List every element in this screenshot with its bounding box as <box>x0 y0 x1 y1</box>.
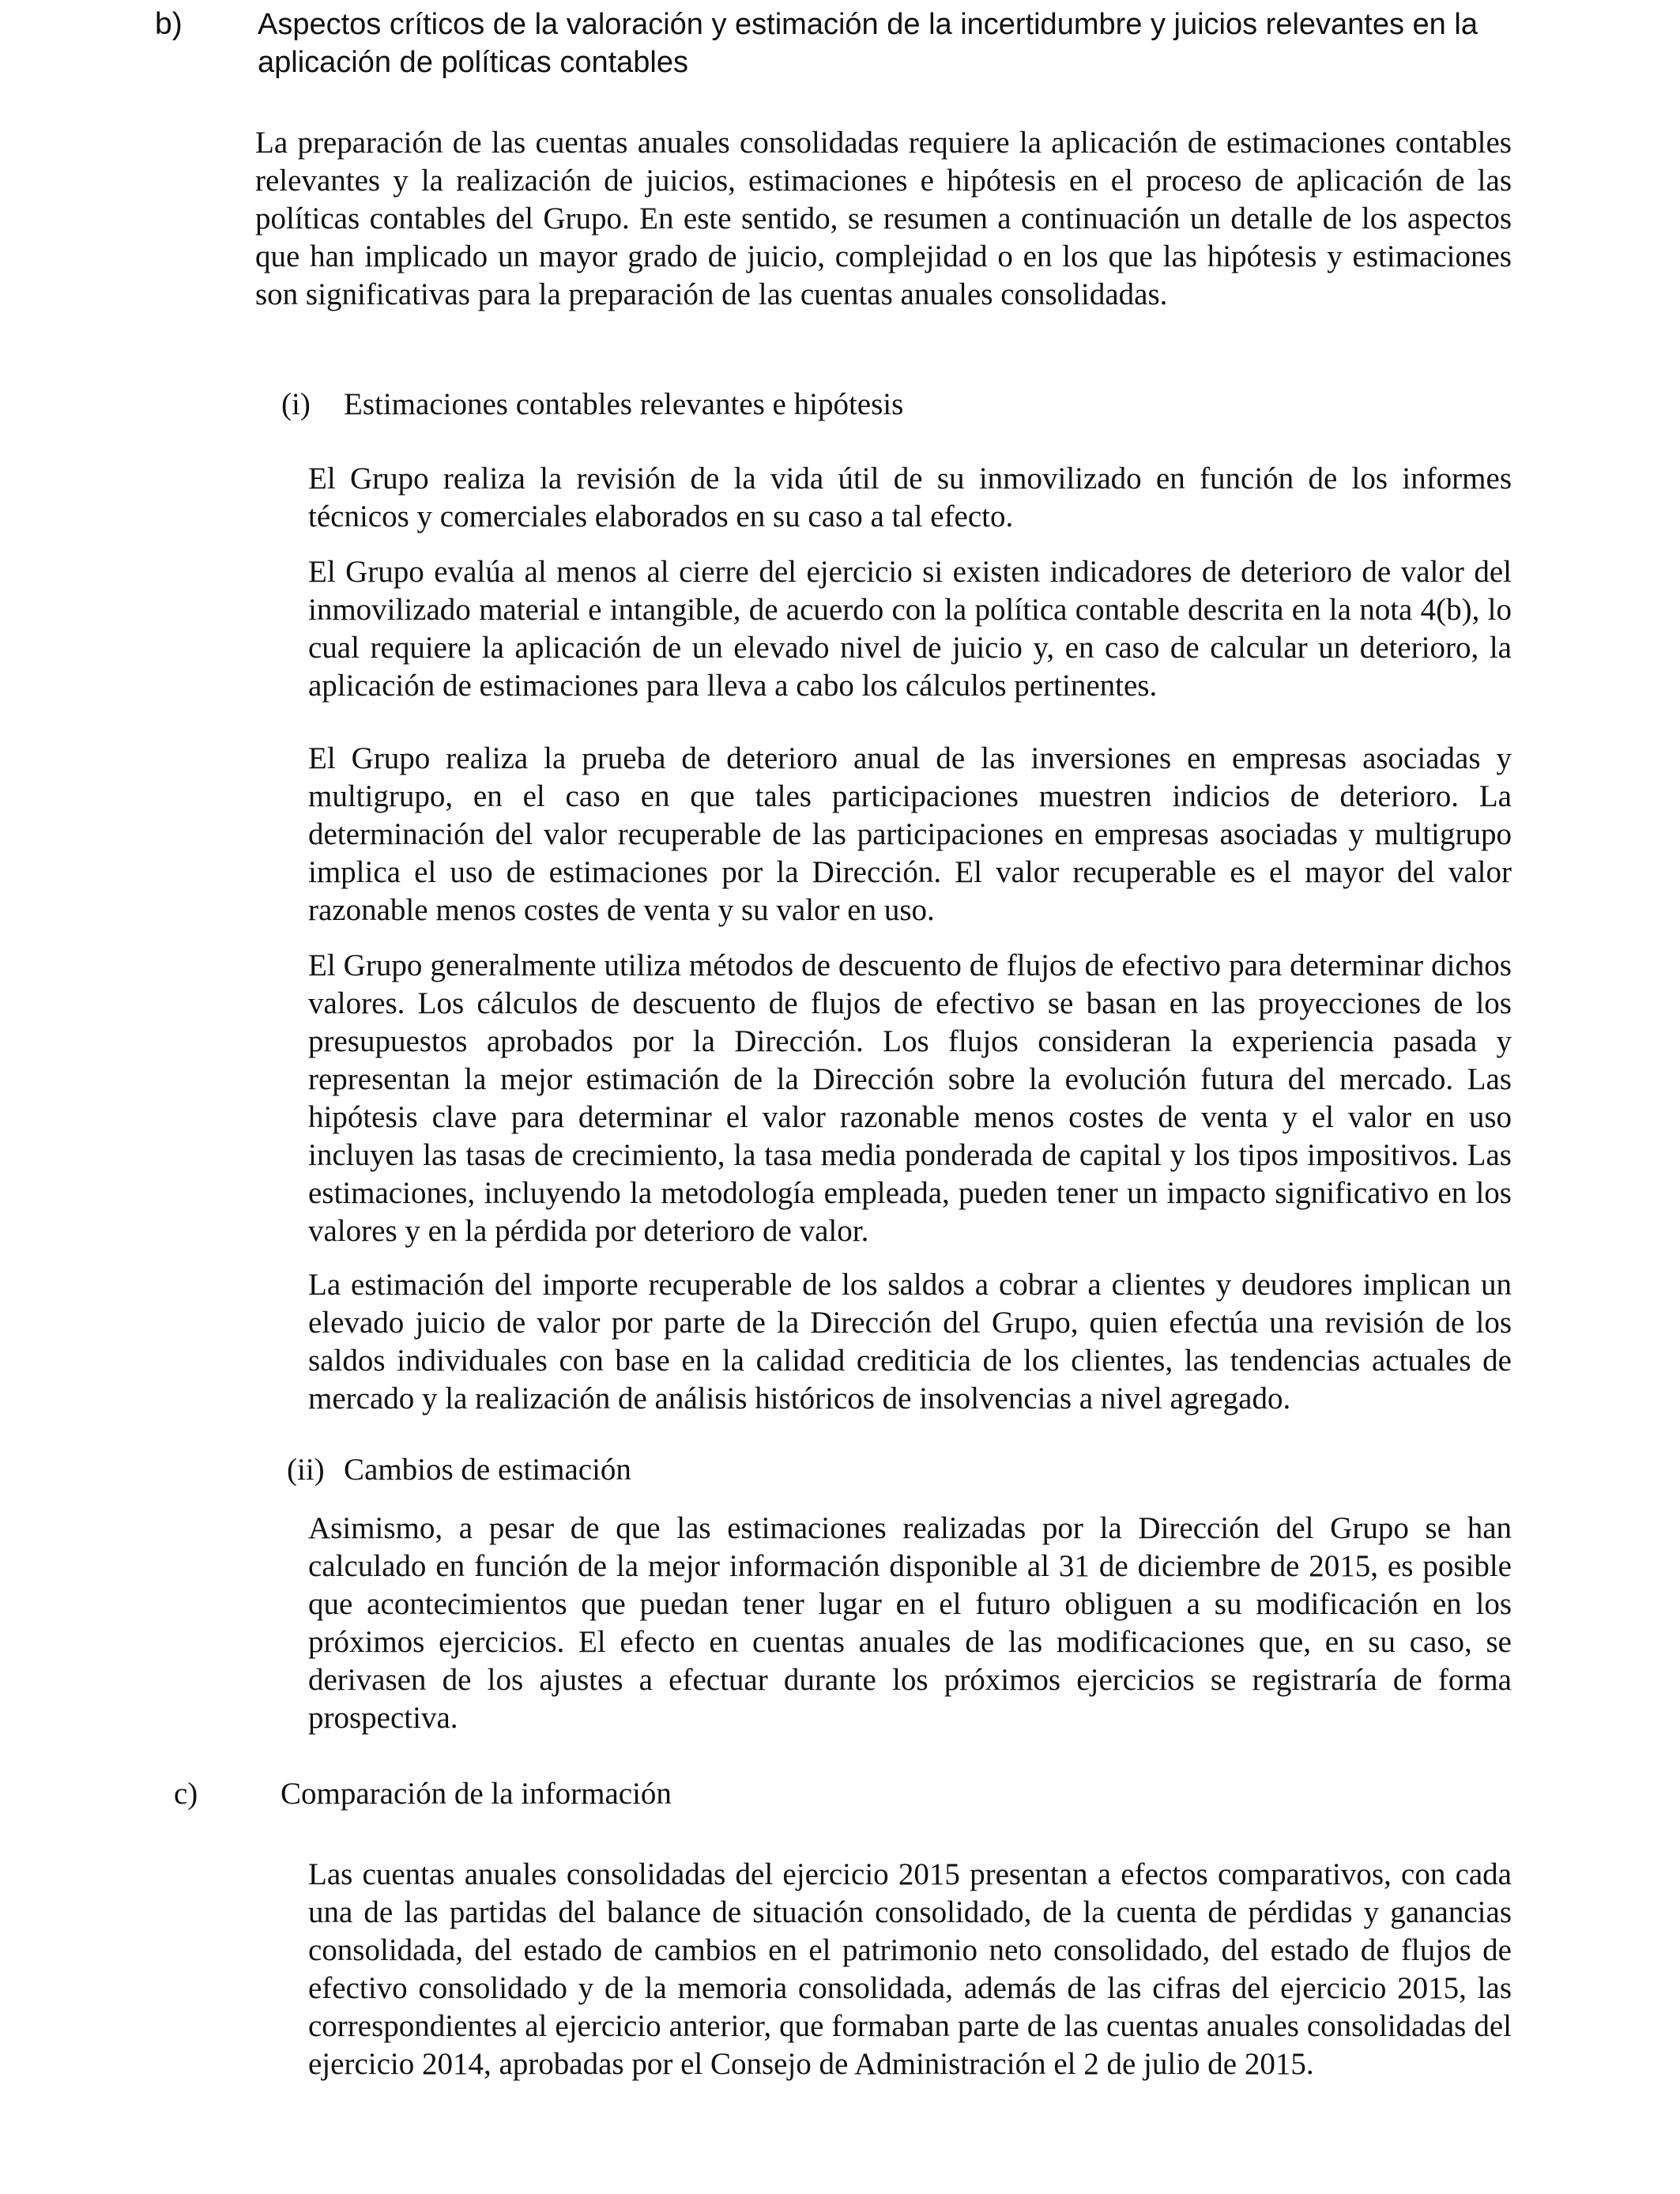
subsection-i-label: (i) <box>281 387 311 421</box>
section-b-label: b) <box>155 7 183 41</box>
section-c-label: c) <box>174 1777 198 1811</box>
section-b-title: Aspectos críticos de la valoración y estimación de la incertidumbre y juicios relevantes en la aplicación de políticas contables <box>258 8 1478 79</box>
subsection-ii-label: (ii) <box>287 1453 325 1487</box>
subsection-ii-paragraph: Asimismo, a pesar de que las estimaciones realizadas por la Dirección del Grupo se han calculado en función de la mejor información disponible al 31 de diciembre de 2015, es posible que acontecimientos que puedan tener lugar en el futuro obliguen a su modificación en los próximos ejercicios. El efecto en cuentas anuales de las modificaciones que, en su caso, se derivasen de los ajustes a efectuar durante los próximos ejercicios se registraría de forma prospectiva. <box>308 1511 1512 1735</box>
subsection-i-title: Estimaciones contables relevantes e hipótesis <box>344 387 904 421</box>
subsection-ii-title: Cambios de estimación <box>344 1453 631 1487</box>
section-b-intro: La preparación de las cuentas anuales consolidadas requiere la aplicación de estimaciones contables relevantes y la realización de juicios, estimaciones e hipótesis en el proceso de aplicación de las políticas contables del Grupo. En este sentido, se resumen a continuación un detalle de los aspectos que han implicado un mayor grado de juicio, complejidad o en los que las hipótesis y estimaciones son significativas para la preparación de las cuentas anuales consolidadas. <box>255 126 1512 311</box>
subsection-i-paragraph-3: El Grupo realiza la prueba de deterioro anual de las inversiones en empresas asociadas y multigrupo, en el caso en que tales participaciones muestren indicios de deterioro. La determinación del valor recuperable de las participaciones en empresas asociadas y multigrupo implica el uso de estimaciones por la Dirección. El valor recuperable es el mayor del valor razonable menos costes de venta y su valor en uso. <box>308 741 1512 927</box>
section-c-title: Comparación de la información <box>281 1777 672 1811</box>
subsection-i-paragraph-1: El Grupo realiza la revisión de la vida útil de su inmovilizado en función de los informes técnicos y comerciales elaborados en su caso a tal efecto. <box>308 462 1512 533</box>
subsection-i-paragraph-2: El Grupo evalúa al menos al cierre del ejercicio si existen indicadores de deterioro de valor del inmovilizado material e intangible, de acuerdo con la política contable descrita en la nota 4(b), lo cual requiere la aplicación de un elevado nivel de juicio y, en caso de calcular un deterioro, la aplicación de estimaciones para lleva a cabo los cálculos pertinentes. <box>308 555 1512 703</box>
section-c-paragraph: Las cuentas anuales consolidadas del ejercicio 2015 presentan a efectos comparativos, con cada una de las partidas del balance de situación consolidado, de la cuenta de pérdidas y ganancias consolidada, del estado de cambios en el patrimonio neto consolidado, del estado de flujos de efectivo consolidado y de la memoria consolidada, además de las cifras del ejercicio 2015, las correspondientes al ejercicio anterior, que formaban parte de las cuentas anuales consolidadas del ejercicio 2014, aprobadas por el Consejo de Administración el 2 de julio de 2015. <box>308 1857 1512 2081</box>
subsection-i-paragraph-5: La estimación del importe recuperable de los saldos a cobrar a clientes y deudores implican un elevado juicio de valor por parte de la Dirección del Grupo, quien efectúa una revisión de los saldos individuales con base en la calidad crediticia de los clientes, las tendencias actuales de mercado y la realización de análisis históricos de insolvencias a nivel agregado. <box>308 1268 1512 1416</box>
subsection-i-paragraph-4: El Grupo generalmente utiliza métodos de descuento de flujos de efectivo para determinar dichos valores. Los cálculos de descuento de flujos de efectivo se basan en las proyecciones de los presupuestos aprobados por la Dirección. Los flujos consideran la experiencia pasada y representan la mejor estimación de la Dirección sobre la evolución futura del mercado. Las hipótesis clave para determinar el valor razonable menos costes de venta y el valor en uso incluyen las tasas de crecimiento, la tasa media ponderada de capital y los tipos impositivos. Las estimaciones, incluyendo la metodología empleada, pueden tener un impacto significativo en los valores y en la pérdida por deterioro de valor. <box>308 948 1512 1248</box>
